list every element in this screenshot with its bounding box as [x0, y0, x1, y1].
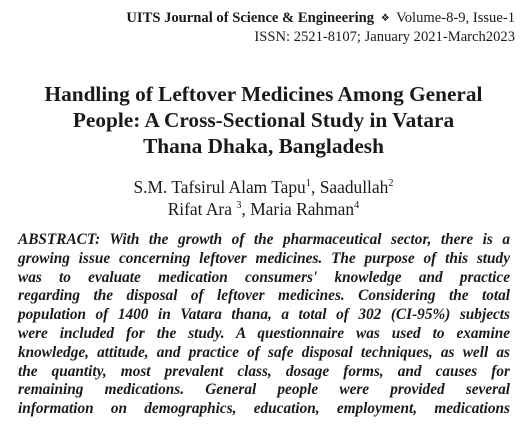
abstract-line: population of 1400 in Vatara thana, a total of 302 (CI-95%) subjects — [18, 306, 510, 324]
abstract-line — [18, 231, 510, 250]
author-line-1 — [0, 176, 527, 198]
abstract-line: regarding the disposal of leftover medicines. Considering the total — [18, 287, 510, 305]
journal-line — [126, 9, 515, 28]
abstract-line: were included for the study. A questionnaire was used to examine — [18, 324, 510, 342]
author-affiliation-mark: 1 — [305, 178, 311, 189]
volume-issue: Volume-8-9, Issue-1 — [396, 10, 515, 26]
abstract-label: ABSTRACT — [18, 231, 96, 248]
abstract-line: growing issue concerning leftover medicines. The purpose of this study — [18, 249, 510, 267]
author-affiliation-mark: 4 — [354, 200, 360, 211]
title-line-1: Handling of Leftover Medicines Among General — [44, 82, 483, 106]
author-name: Maria Rahman — [250, 199, 355, 219]
author-separator: , — [241, 199, 251, 219]
paper-title — [0, 81, 527, 159]
author-affiliation-mark: 3 — [236, 200, 242, 211]
author-separator: , — [311, 177, 320, 197]
abstract-line: was to evaluate medication consumers' knowledge and practice — [18, 268, 510, 286]
abstract-line: remaining medications. General people were provided several — [18, 381, 510, 399]
author-name: S.M. Tafsirul Alam Tapu — [133, 177, 306, 197]
journal-name: UITS Journal of Science & Engineering — [126, 10, 375, 26]
abstract-line: information on demographics, education, employment, medications — [18, 400, 510, 418]
author-line-2 — [0, 198, 527, 220]
abstract-line: knowledge, attitude, and practice of safe disposal techniques, as well as — [18, 343, 510, 361]
author-affiliation-mark: 2 — [388, 178, 394, 189]
title-line-3: Thana Dhaka, Bangladesh — [143, 134, 384, 158]
abstract-line: the quantity, most prevalent class, dosage forms, and causes for — [18, 362, 510, 380]
author-list — [0, 176, 527, 220]
abstract-text: : With the growth of the pharmaceutical sector, there is a — [95, 231, 510, 248]
title-line-2: People: A Cross-Sectional Study in Vatara — [72, 108, 455, 132]
issn-line: ISSN: 2521-8107; January 2021-March2023 — [254, 29, 515, 45]
abstract — [18, 231, 510, 419]
author-name: Saadullah — [319, 177, 389, 197]
author-name: Rifat Ara — [167, 199, 237, 219]
journal-header — [126, 9, 515, 47]
diamond-icon: ❖ — [380, 13, 390, 24]
